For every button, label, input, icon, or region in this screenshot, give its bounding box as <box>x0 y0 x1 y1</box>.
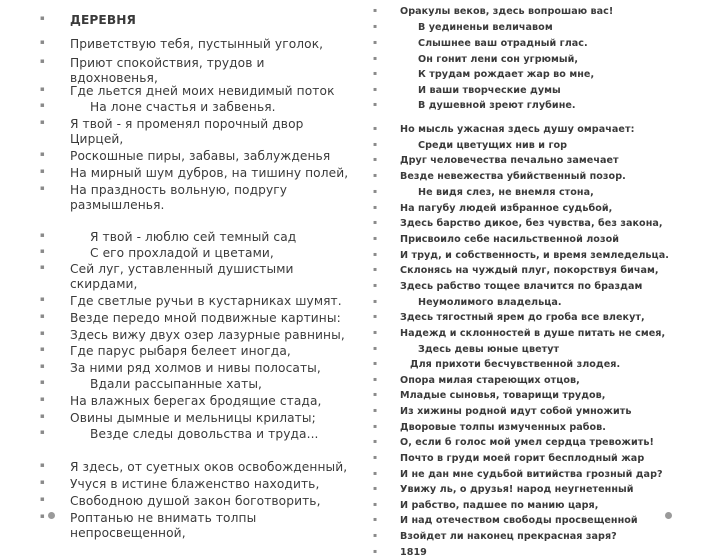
poem-line: И не дан мне судьбой витийства грозный дар? <box>400 469 663 480</box>
poem-line: Здесь тягостный ярем до гроба все влекут, <box>400 312 645 323</box>
poem-line: С его прохладой и цветами, <box>90 246 274 260</box>
bullet-marker: ▪ <box>373 101 378 108</box>
bullet-marker: ▪ <box>373 172 378 179</box>
bullet-marker: ▪ <box>40 345 45 353</box>
bullet-marker: ▪ <box>373 501 378 508</box>
bullet-marker: ▪ <box>373 329 378 336</box>
poem-line: На пагубу людей избранное судьбой, <box>400 203 613 214</box>
poem-line: Приветствую тебя, пустынный уголок, <box>70 37 324 51</box>
bullet-marker: ▪ <box>373 345 378 352</box>
poem-line: Опора милая стареющих отцов, <box>400 375 580 386</box>
poem-line: На праздность вольную, подругу <box>70 183 288 197</box>
poem-line: К трудам рождает жар во мне, <box>418 69 595 80</box>
bullet-marker: ▪ <box>40 14 45 22</box>
poem-line: Вдали рассыпанные хаты, <box>90 377 263 391</box>
poem-line: Младые сыновья, товарищи трудов, <box>400 390 606 401</box>
poem-line: Приют спокойствия, трудов и <box>70 56 265 70</box>
bullet-marker: ▪ <box>373 156 378 163</box>
bullet-marker: ▪ <box>40 378 45 386</box>
poem-line: Роскошные пиры, забавы, заблужденья <box>70 149 331 163</box>
poem-line: Не видя слез, не внемля стона, <box>418 187 594 198</box>
poem-line: В душевной зреют глубине. <box>418 100 576 111</box>
poem-line: И труд, и собственность, и время земледельца. <box>400 250 669 261</box>
bullet-marker: ▪ <box>40 247 45 255</box>
bullet-marker: ▪ <box>40 101 45 109</box>
poem-line: Сей луг, уставленный душистыми <box>70 262 294 276</box>
bullet-marker: ▪ <box>373 485 378 492</box>
bullet-marker: ▪ <box>40 461 45 469</box>
bullet-marker: ▪ <box>40 512 45 520</box>
bullet-marker: ▪ <box>40 231 45 239</box>
bullet-marker: ▪ <box>40 395 45 403</box>
bullet-marker: ▪ <box>373 438 378 445</box>
poem-line: Свободною душой закон боготворить, <box>70 494 321 508</box>
poem-line: Для прихоти бесчувственной злодея. <box>410 359 621 370</box>
poem-line: Везде передо мной подвижные картины: <box>70 311 341 325</box>
poem-line: На влажных берегах бродящие стада, <box>70 394 322 408</box>
bullet-marker: ▪ <box>40 329 45 337</box>
poem-line: Почто в груди моей горит бесплодный жар <box>400 453 645 464</box>
bullet-marker: ▪ <box>40 150 45 158</box>
poem-line: Но мысль ужасная здесь душу омрачает: <box>400 124 635 135</box>
poem-line: Я твой - люблю сей темный сад <box>90 230 297 244</box>
bullet-marker: ▪ <box>373 516 378 523</box>
bullet-marker: ▪ <box>373 454 378 461</box>
poem-line: Роптанью не внимать толпы <box>70 511 257 525</box>
nav-dot-right[interactable] <box>665 512 672 519</box>
poem-line: непросвещенной, <box>70 526 186 540</box>
poem-line: И ваши творческие думы <box>418 85 561 96</box>
bullet-marker: ▪ <box>373 548 378 555</box>
poem-line: Везде следы довольства и труда... <box>90 427 319 441</box>
bullet-marker: ▪ <box>40 167 45 175</box>
poem-line: размышленья. <box>70 198 165 212</box>
poem-line: Здесь рабство тощее влачится по браздам <box>400 281 643 292</box>
bullet-marker: ▪ <box>373 282 378 289</box>
poem-line: 1819 <box>400 547 427 558</box>
poem-line: Где парус рыбаря белеет иногда, <box>70 344 291 358</box>
poem-line: Где льется дней моих невидимый поток <box>70 84 335 98</box>
bullet-marker: ▪ <box>40 118 45 126</box>
bullet-marker: ▪ <box>373 70 378 77</box>
bullet-marker: ▪ <box>373 141 378 148</box>
bullet-marker: ▪ <box>373 55 378 62</box>
poem-line: Где светлые ручьи в кустарниках шумят. <box>70 294 342 308</box>
poem-line: Склонясь на чуждый плуг, покорствуя бичам, <box>400 265 659 276</box>
poem-line: В уединеньи величавом <box>418 22 553 33</box>
poem-line: вдохновенья, <box>70 71 158 85</box>
poem-line: Овины дымные и мельницы крилаты; <box>70 411 316 425</box>
bullet-marker: ▪ <box>40 263 45 271</box>
poem-title: ДЕРЕВНЯ <box>70 13 137 27</box>
bullet-marker: ▪ <box>373 235 378 242</box>
poem-line: скирдами, <box>70 277 138 291</box>
poem-line: Друг человечества печально замечает <box>400 155 619 166</box>
poem-line: Он гонит лени сон угрюмый, <box>418 54 579 65</box>
poem-line: Надежд и склонностей в душе питать не смея, <box>400 328 666 339</box>
poem-line: Из хижины родной идут собой умножить <box>400 406 632 417</box>
poem-line: Дворовые толпы измученных рабов. <box>400 422 606 433</box>
poem-line: О, если б голос мой умел сердца тревожить! <box>400 437 654 448</box>
poem-line: Учуся в истине блаженство находить, <box>70 477 320 491</box>
poem-line: Я твой - я променял порочный двор <box>70 117 304 131</box>
bullet-marker: ▪ <box>373 188 378 195</box>
poem-line: Слышнее ваш отрадный глас. <box>418 38 588 49</box>
bullet-marker: ▪ <box>40 295 45 303</box>
poem-line: Неумолимого владельца. <box>418 297 562 308</box>
bullet-marker: ▪ <box>373 23 378 30</box>
bullet-marker: ▪ <box>40 57 45 65</box>
poem-line: Оракулы веков, здесь вопрошаю вас! <box>400 6 614 17</box>
poem-line: На лоне счастья и забвенья. <box>90 100 276 114</box>
poem-line: На мирный шум дубров, на тишину полей, <box>70 166 349 180</box>
bullet-marker: ▪ <box>373 532 378 539</box>
bullet-marker: ▪ <box>373 266 378 273</box>
bullet-marker: ▪ <box>373 391 378 398</box>
bullet-marker: ▪ <box>40 85 45 93</box>
bullet-marker: ▪ <box>40 495 45 503</box>
poem-line: И рабство, падшее по манию царя, <box>400 500 599 511</box>
bullet-marker: ▪ <box>373 39 378 46</box>
bullet-marker: ▪ <box>373 204 378 211</box>
poem-line: Присвоило себе насильственной лозой <box>400 234 619 245</box>
bullet-marker: ▪ <box>373 219 378 226</box>
bullet-marker: ▪ <box>40 312 45 320</box>
poem-line: Среди цветущих нив и гор <box>418 140 568 151</box>
poem-line: Везде невежества убийственный позор. <box>400 171 626 182</box>
bullet-marker: ▪ <box>373 86 378 93</box>
bullet-marker: ▪ <box>373 360 378 367</box>
poem-line: Увижу ль, о друзья! народ неугнетенный <box>400 484 634 495</box>
bullet-marker: ▪ <box>373 125 378 132</box>
bullet-marker: ▪ <box>373 376 378 383</box>
poem-line: Взойдет ли наконец прекрасная заря? <box>400 531 617 542</box>
poem-line: За ними ряд холмов и нивы полосаты, <box>70 361 321 375</box>
poem-line: Здесь девы юные цветут <box>418 344 560 355</box>
bullet-marker: ▪ <box>373 313 378 320</box>
bullet-marker: ▪ <box>373 251 378 258</box>
bullet-marker: ▪ <box>373 407 378 414</box>
bullet-marker: ▪ <box>373 7 378 14</box>
bullet-marker: ▪ <box>40 478 45 486</box>
poem-line: Здесь барство дикое, без чувства, без закона, <box>400 218 663 229</box>
bullet-marker: ▪ <box>40 412 45 420</box>
poem-line: Здесь вижу двух озер лазурные равнины, <box>70 328 345 342</box>
bullet-marker: ▪ <box>373 470 378 477</box>
bullet-marker: ▪ <box>373 298 378 305</box>
bullet-marker: ▪ <box>40 362 45 370</box>
bullet-marker: ▪ <box>373 423 378 430</box>
bullet-marker: ▪ <box>40 184 45 192</box>
poem-line: И над отечеством свободы просвещенной <box>400 515 638 526</box>
poem-line: Я здесь, от суетных оков освобожденный, <box>70 460 348 474</box>
bullet-marker: ▪ <box>40 38 45 46</box>
bullet-marker: ▪ <box>40 428 45 436</box>
poem-line: Цирцей, <box>70 132 124 146</box>
nav-dot-left[interactable] <box>48 512 55 519</box>
